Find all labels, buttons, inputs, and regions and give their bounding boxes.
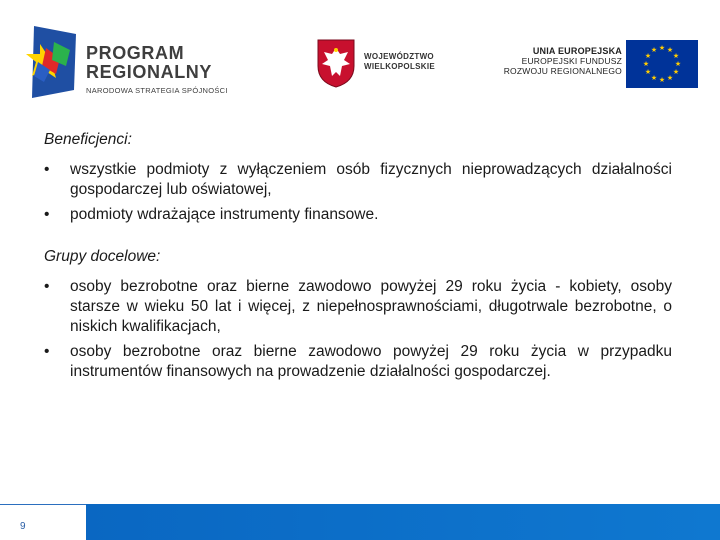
target-groups-section [44, 247, 672, 382]
logo-text-program: PROGRAM [86, 43, 185, 63]
list-item [44, 205, 672, 225]
bullet-icon: • [44, 343, 50, 360]
svg-text:★: ★ [672, 52, 680, 60]
bullet-icon: • [44, 206, 50, 223]
footer-bar [86, 504, 720, 540]
wielkopolska-logo [316, 38, 456, 88]
svg-text:★: ★ [644, 68, 652, 76]
logo-text-regionalny: REGIONALNY [86, 62, 213, 82]
logo-text-rr: ROZWOJU REGIONALNEGO [503, 66, 622, 76]
beneficiaries-section [44, 130, 672, 225]
svg-text:★: ★ [658, 44, 666, 52]
section-heading: Grupy docelowe: [44, 248, 161, 265]
svg-text:★: ★ [674, 60, 682, 68]
logo-text-efs: EUROPEJSKI FUNDUSZ [521, 56, 622, 66]
list-item [44, 342, 672, 382]
svg-text:★: ★ [644, 52, 652, 60]
eu-logo [498, 40, 698, 88]
nss-star-icon [26, 26, 82, 98]
list-item-text: osoby bezrobotne oraz bierne zawodowo powyżej 29 roku życia - kobiety, osoby starsze w wieku 50 lat i więcej, z niepełnosprawnościami, długotrwale bezrobotne, o niskich kwalifikacjach, [70, 278, 672, 335]
svg-text:★: ★ [672, 68, 680, 76]
slide-content [44, 130, 672, 387]
bullet-icon: • [44, 161, 50, 178]
list-item [44, 277, 672, 337]
svg-text:★: ★ [650, 74, 658, 82]
page-number-box [0, 504, 86, 540]
svg-text:★: ★ [666, 74, 674, 82]
slide-header [0, 0, 720, 110]
list-item-text: wszystkie podmioty z wyłączeniem osób fizycznych nieprowadzących działalności gospodarczej lub oświatowej, [70, 161, 672, 198]
logo-text-wielkopolskie: WIELKOPOLSKIE [364, 62, 436, 71]
svg-text:★: ★ [658, 76, 666, 84]
page-number: 9 [20, 521, 26, 532]
svg-text:★: ★ [642, 60, 650, 68]
section-heading: Beneficjenci: [44, 131, 132, 148]
eu-flag-icon [626, 40, 698, 88]
logo-text-ue: UNIA EUROPEJSKA [532, 46, 622, 56]
bullet-list [44, 160, 672, 225]
logo-text-nss: NARODOWA STRATEGIA SPÓJNOŚCI [86, 86, 228, 95]
slide-footer [0, 504, 720, 540]
eagle-shield-icon [316, 38, 356, 88]
bullet-icon: • [44, 278, 50, 295]
list-item-text: osoby bezrobotne oraz bierne zawodowo powyżej 29 roku życia w przypadku instrumentów finansowych na prowadzenie działalności gospodarczej. [70, 343, 672, 380]
logo-text-wojewodztwo: WOJEWÓDZTWO [364, 52, 434, 61]
bullet-list [44, 277, 672, 382]
svg-text:★: ★ [666, 46, 674, 54]
program-regionalny-logo [26, 26, 256, 100]
list-item-text: podmioty wdrażające instrumenty finansowe. [70, 206, 379, 223]
svg-text:★: ★ [650, 46, 658, 54]
list-item [44, 160, 672, 200]
